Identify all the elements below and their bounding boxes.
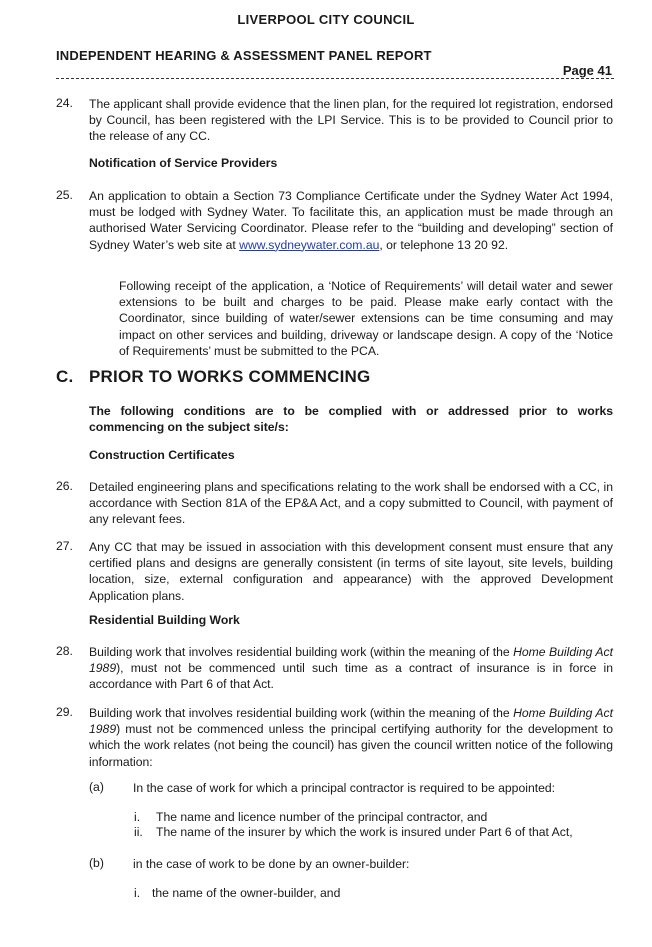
- condition-text-part: Building work that involves residential building work (within the meaning of the: [89, 706, 514, 720]
- roman-label: i.: [134, 886, 141, 900]
- sydney-water-link[interactable]: www.sydneywater.com.au: [239, 237, 380, 252]
- subsection-heading: Notification of Service Providers: [89, 156, 278, 170]
- condition-text: [89, 188, 613, 253]
- section-intro: The following conditions are to be complied with or addressed prior to works commencing on the subject site/s:: [89, 404, 613, 435]
- roman-label: ii.: [134, 825, 143, 839]
- condition-text: Detailed engineering plans and specifications relating to the work shall be endorsed with a CC, in accordance with Section 81A of the EP&A Act, and a copy submitted to Council, with payment of any relevant fees.: [89, 480, 613, 527]
- act-name: Home Building Act 1989: [89, 706, 613, 737]
- condition-text: Any CC that may be issued in association with this development consent must ensure that any certified plans and designs are generally consistent (in terms of site layout, site levels, building location, size, external configuration and appearance) with the approved Development Application plans.: [89, 540, 613, 603]
- condition-text: The applicant shall provide evidence that the linen plan, for the required lot registration, endorsed by Council, has been registered with the LPI Service. This is to be provided to Council prior to the release of any CC.: [89, 97, 613, 144]
- roman-item-text: The name and licence number of the principal contractor, and: [156, 810, 488, 824]
- section-letter: C.: [56, 367, 74, 386]
- condition-text-part: , or telephone 13 20 92.: [379, 237, 509, 252]
- roman-label: i.: [134, 810, 141, 824]
- section-title: PRIOR TO WORKS COMMENCING: [89, 367, 371, 386]
- header-divider: [56, 78, 614, 79]
- item-number: 28.: [56, 644, 73, 658]
- sub-item-label: (a): [89, 780, 104, 794]
- subsection-heading: Construction Certificates: [89, 448, 235, 462]
- note-paragraph: Following receipt of the application, a ‘Notice of Requirements’ will detail water and sewer extensions to be built and charges to be paid. Please make early contact with the Coordinator, since building of water/sewer extensions can be time consuming and may impact on other services and building, driveway or landscape design. A copy of the ‘Notice of Requirements’ must be submitted to the PCA.: [119, 279, 613, 358]
- page-number: Page 41: [562, 63, 612, 78]
- section-heading: [56, 367, 370, 387]
- sub-item-label: (b): [89, 856, 104, 870]
- item-number: 25.: [56, 188, 73, 202]
- condition-text: [89, 644, 613, 693]
- condition-text-part: Building work that involves residential building work (within the meaning of the: [89, 645, 514, 659]
- item-number: 27.: [56, 539, 73, 553]
- roman-item-text: The name of the insurer by which the work is insured under Part 6 of that Act,: [156, 825, 573, 839]
- item-number: 29.: [56, 705, 73, 719]
- sub-item-text: in the case of work to be done by an owner-builder:: [133, 857, 410, 871]
- subsection-heading: Residential Building Work: [89, 613, 240, 627]
- condition-text: [89, 705, 613, 770]
- act-name: Home Building Act 1989: [89, 645, 613, 676]
- report-title: INDEPENDENT HEARING & ASSESSMENT PANEL REPORT: [56, 48, 432, 63]
- condition-text-part: ), must not be commenced until such time as a contract of insurance is in force in accordance with Part 6 of that Act.: [89, 661, 613, 692]
- item-number: 26.: [56, 479, 73, 493]
- item-number: 24.: [56, 96, 73, 110]
- council-name: LIVERPOOL CITY COUNCIL: [237, 12, 415, 27]
- sub-item-text: In the case of work for which a principal contractor is required to be appointed:: [133, 781, 556, 795]
- roman-item-text: the name of the owner-builder, and: [152, 886, 341, 900]
- condition-text-part: An application to obtain a Section 73 Compliance Certificate under the Sydney Water Act 1994, must be lodged with Sydney Water. To facilitate this, an application must be made through an authorised Water Servicing Coordinator. Please refer to the “building and developing” section of Sydney Water’s web site at: [89, 189, 613, 252]
- condition-text-part: ) must not be commenced unless the principal certifying authority for the development to which the work relates (not being the council) has given the council written notice of the following information:: [89, 722, 613, 769]
